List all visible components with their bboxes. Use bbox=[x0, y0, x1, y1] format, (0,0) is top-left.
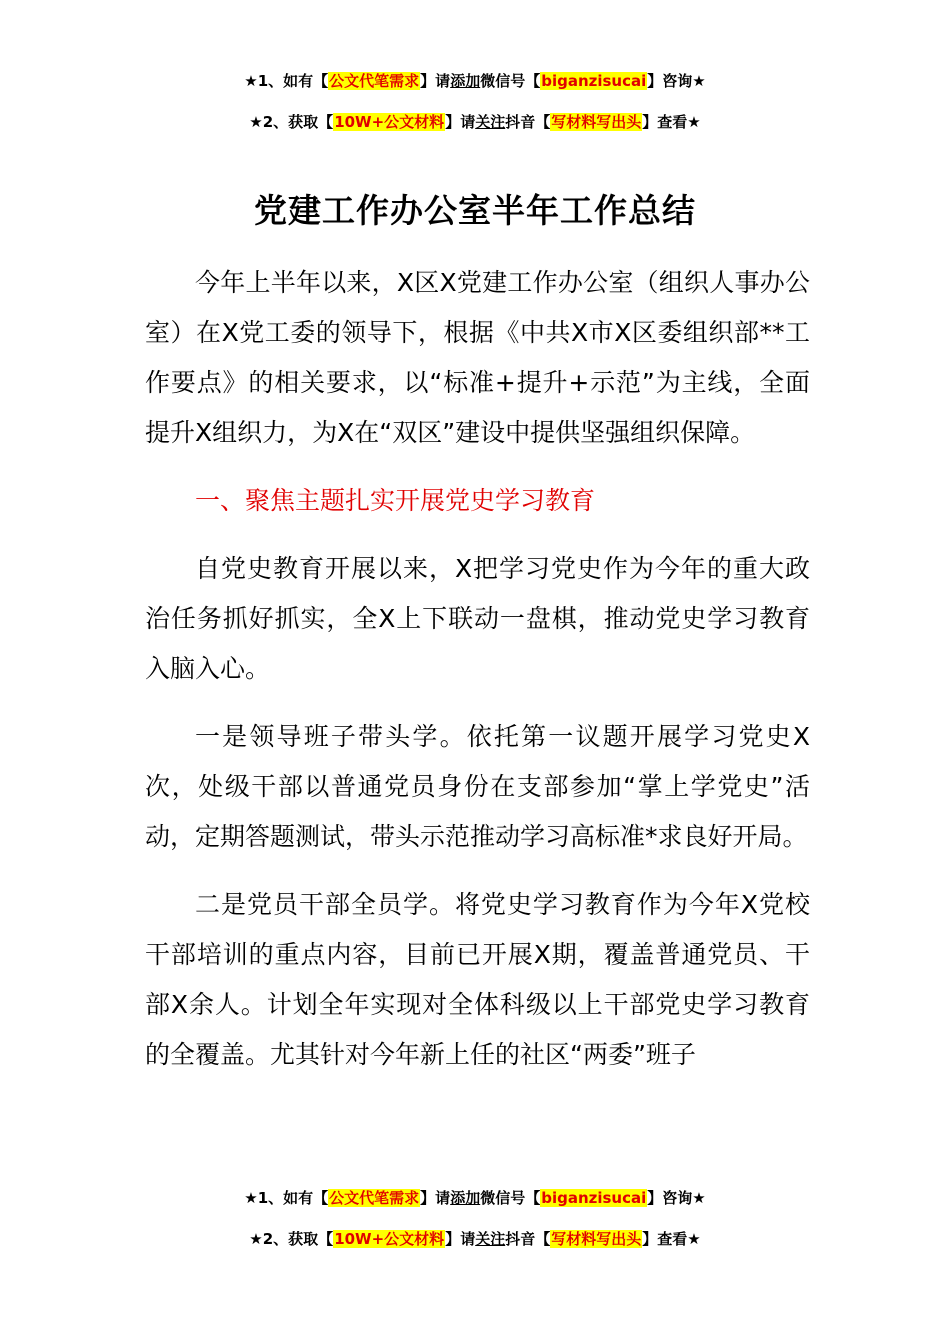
banner-text: 】咨询★ bbox=[647, 1189, 706, 1207]
body-paragraph: 一是领导班子带头学。依托第一议题开展学习党史X次，处级干部以普通党员身份在支部参加“掌上学党史”活动，定期答题测试，带头示范推动学习高标准*求良好开局。 bbox=[145, 722, 810, 851]
document-title: 党建工作办公室半年工作总结 bbox=[254, 191, 696, 230]
banner-highlight: biganzisucai bbox=[541, 72, 647, 90]
banner-text: 】咨询★ bbox=[647, 72, 706, 90]
top-banner-line-1 bbox=[0, 70, 950, 91]
bottom-banner-line-1 bbox=[0, 1187, 950, 1208]
banner-highlight: 写材料写出头 bbox=[551, 113, 642, 131]
banner-text: 】请 bbox=[445, 1230, 476, 1248]
banner-text: 】查看★ bbox=[642, 113, 701, 131]
banner-text: ★2、获取【 bbox=[249, 1230, 334, 1248]
banner-underlined: 关注 bbox=[475, 113, 506, 131]
banner-text: 抖音【 bbox=[505, 1230, 551, 1248]
banner-underlined: 添加 bbox=[450, 1189, 481, 1207]
banner-highlight: 写材料写出头 bbox=[551, 1230, 642, 1248]
banner-text: 微信号【 bbox=[480, 1189, 541, 1207]
banner-highlight: 10W+公文材料 bbox=[334, 113, 445, 131]
body-paragraph: 自党史教育开展以来，X把学习党史作为今年的重大政治任务抓好抓实，全X上下联动一盘棋，推动党史学习教育入脑入心。 bbox=[145, 554, 810, 683]
top-banner-line-2 bbox=[0, 111, 950, 132]
banner-text: 】请 bbox=[420, 72, 451, 90]
document-body bbox=[145, 258, 810, 1098]
banner-text: 】请 bbox=[445, 113, 476, 131]
banner-text: ★2、获取【 bbox=[249, 113, 334, 131]
banner-highlight: 公文代笔需求 bbox=[329, 1189, 420, 1207]
banner-highlight: biganzisucai bbox=[541, 1189, 647, 1207]
banner-text: 】请 bbox=[420, 1189, 451, 1207]
banner-text: ★1、如有【 bbox=[244, 72, 329, 90]
banner-underlined: 关注 bbox=[475, 1230, 506, 1248]
banner-text: ★1、如有【 bbox=[244, 1189, 329, 1207]
banner-text: 】查看★ bbox=[642, 1230, 701, 1248]
banner-highlight: 10W+公文材料 bbox=[334, 1230, 445, 1248]
banner-text: 微信号【 bbox=[480, 72, 541, 90]
intro-paragraph: 今年上半年以来，X区X党建工作办公室（组织人事办公室）在X党工委的领导下，根据《中共X市X区委组织部**工作要点》的相关要求，以“标准+提升+示范”为主线，全面提升X组织力，为X在“双区”建设中提供坚强组织保障。 bbox=[145, 268, 810, 447]
body-paragraph: 二是党员干部全员学。将党史学习教育作为今年X党校干部培训的重点内容，目前已开展X期，覆盖普通党员、干部X余人。计划全年实现对全体科级以上干部党史学习教育的全覆盖。尤其针对今年新上任的社区“两委”班子 bbox=[145, 890, 810, 1069]
banner-underlined: 添加 bbox=[450, 72, 481, 90]
section-heading: 一、聚焦主题扎实开展党史学习教育 bbox=[195, 486, 596, 515]
banner-highlight: 公文代笔需求 bbox=[329, 72, 420, 90]
banner-text: 抖音【 bbox=[505, 113, 551, 131]
bottom-banner-line-2 bbox=[0, 1228, 950, 1249]
